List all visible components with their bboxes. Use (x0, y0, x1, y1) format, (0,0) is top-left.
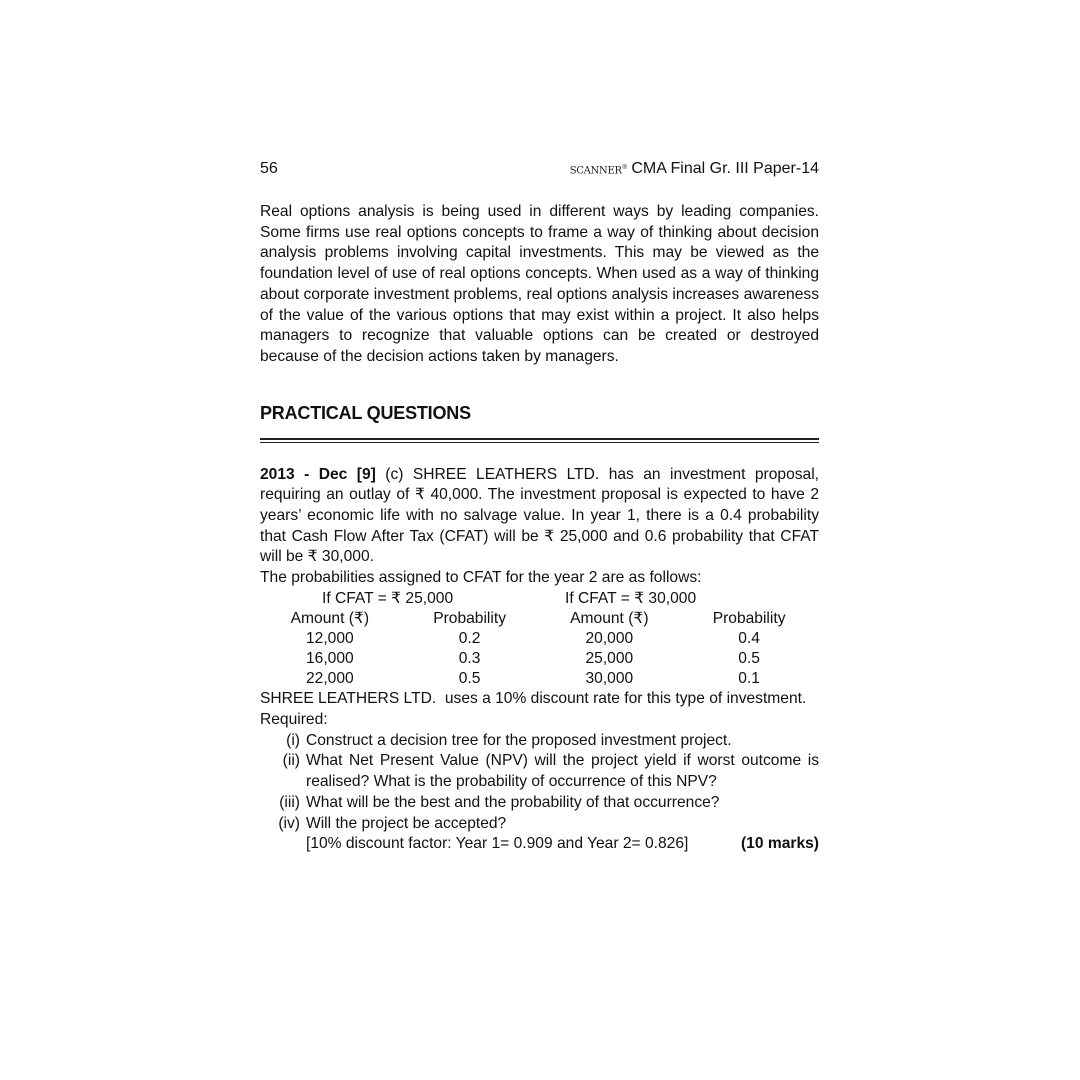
page-header (260, 160, 819, 178)
table-row (260, 649, 819, 669)
question-block (260, 465, 819, 855)
table-cell: 0.4 (738, 630, 760, 648)
table-row (260, 669, 819, 689)
table-cell: 0.3 (458, 650, 481, 668)
discount-factor-line (260, 834, 819, 855)
table-row (260, 629, 819, 649)
requirements-list (260, 731, 819, 855)
group-left-header: If CFAT = ₹ 25,000 (322, 589, 454, 607)
table-cell: 12,000 (306, 630, 354, 648)
question-body: (c) SHREE LEATHERS LTD. has an investment proposal, requiring an outlay of ₹ 40,000. The investment proposal is expected to have 2 years’ economic life with no salvage value. In year 1, there is a 0.4 probability that Cash Flow After Tax (CFAT) will be ₹ 25,000 and 0.6 probability that CFAT will be ₹ 30,000. (260, 465, 820, 566)
list-item: (i) Construct a decision tree for the proposed investment project. (286, 731, 732, 749)
question-text (260, 465, 819, 569)
running-title (570, 160, 819, 178)
section-title: PRACTICAL QUESTIONS (260, 402, 471, 423)
col-header: Amount (₹) (570, 610, 649, 628)
scanner-logo: SCANNER® (569, 163, 628, 176)
table-intro: The probabilities assigned to CFAT for the year 2 are as follows: (260, 569, 702, 587)
book-title: CMA Final Gr. III Paper-14 (631, 160, 819, 177)
discount-note: SHREE LEATHERS LTD. uses a 10% discount rate for this type of investment. (260, 690, 807, 708)
col-header: Probability (433, 610, 506, 628)
probability-table (260, 609, 819, 689)
table-header-row (260, 609, 819, 629)
list-item: (iv) Will the project be accepted? (278, 814, 507, 832)
table-cell: 20,000 (585, 630, 634, 648)
table-cell: 25,000 (585, 650, 634, 668)
list-item: (iii) What will be the best and the probability of that occurrence? (279, 793, 720, 811)
table-cell: 22,000 (306, 670, 354, 688)
intro-paragraph: Real options analysis is being used in different ways by leading companies. Some firms use real options concepts to frame a way of thinking about decision analysis problems involving capital investments. This may be viewed as the foundation level of use of real options concepts. When used as a way of thinking about corporate investment problems, real options analysis increases awareness of the value of the various options that may exist within a project. It also helps managers to recognize that valuable options can be created or destroyed because of the decision actions taken by managers. (260, 203, 819, 365)
page-number: 56 (260, 160, 278, 177)
section-divider (260, 438, 819, 443)
question-reference: 2013 - Dec [9] (260, 465, 376, 483)
group-right-header: If CFAT = ₹ 30,000 (565, 589, 697, 607)
table-cell: 16,000 (306, 650, 354, 668)
cfat-group-headers (260, 589, 819, 610)
book-page (260, 160, 819, 855)
table-cell: 0.2 (458, 630, 481, 648)
col-header: Amount (₹) (290, 610, 370, 628)
marks-label: (10 marks) (740, 835, 819, 853)
table-cell: 0.5 (738, 650, 760, 668)
discount-factor-note: [10% discount factor: Year 1= 0.909 and Year 2= 0.826] (306, 835, 689, 853)
required-label: Required: (260, 711, 328, 729)
table-cell: 0.1 (738, 670, 760, 688)
table-cell: 30,000 (585, 670, 634, 688)
col-header: Probability (712, 610, 786, 628)
list-item: (ii) What Net Present Value (NPV) will the project yield if worst outcome is realised? What is the probability of occurrence of this NPV? (282, 752, 819, 791)
table-cell: 0.5 (458, 670, 481, 688)
